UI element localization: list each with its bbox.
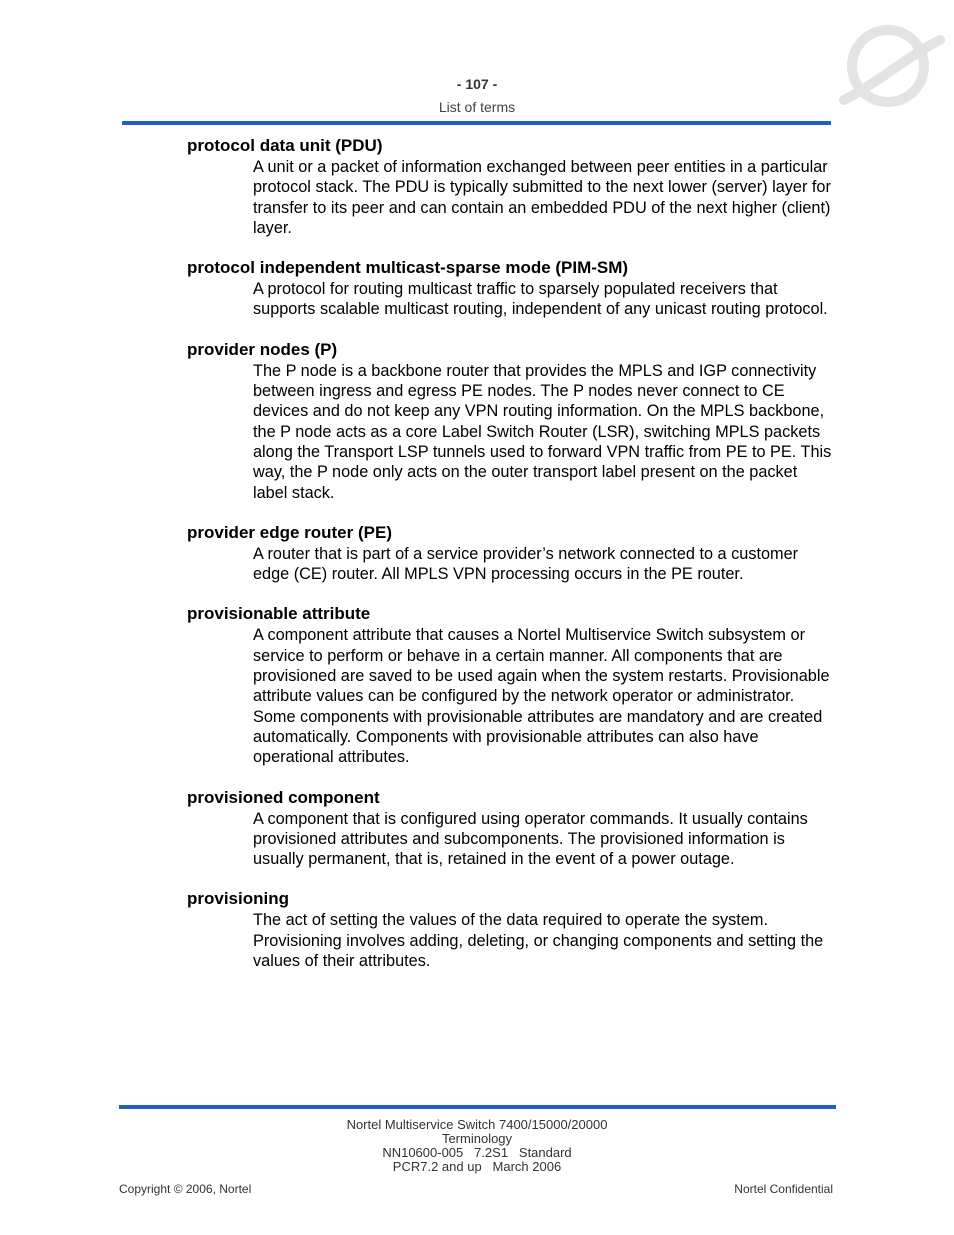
- term-definition: A protocol for routing multicast traffic to sparsely populated receivers that supports scalable multicast routing, independent of any unicast routing protocol.: [253, 280, 828, 319]
- footer-release: PCR7.2 and up March 2006: [392, 1159, 562, 1174]
- term-heading: provisioning: [187, 889, 289, 909]
- page-header: [0, 75, 954, 115]
- term-definition: A component attribute that causes a Nortel Multiservice Switch subsystem or service to perform or behave in a certain manner. All components that are provisioned are saved to be used again when the system restarts. Provisionable attribute values can be configured by the network operator or administrator. Some components with provisionable attributes are mandatory and are created automatically. Components with provisionable attributes can also have operational attributes.: [253, 626, 830, 767]
- nortel-globe-logo: [836, 14, 946, 114]
- footer-product: Nortel Multiservice Switch 7400/15000/20000: [346, 1117, 608, 1132]
- glossary-entry: [187, 603, 837, 767]
- glossary-entry: [187, 888, 837, 971]
- term-definition: The P node is a backbone router that provides the MPLS and IGP connectivity between ingress and egress PE nodes. The P nodes never connect to CE devices and do not keep any VPN routing information. On the MPLS backbone, the P node acts as a core Label Switch Router (LSR), switching MPLS packets along the Transport LSP tunnels used to forward VPN traffic from PE to PE. This way, the P node only acts on the outer transport label present on the packet label stack.: [253, 361, 832, 502]
- term-definition: The act of setting the values of the data required to operate the system. Provisioning involves adding, deleting, or changing components and setting the values of their attributes.: [253, 911, 824, 971]
- footer-rule: [119, 1105, 836, 1109]
- term-heading: protocol data unit (PDU): [187, 136, 383, 155]
- term-definition: A component that is configured using operator commands. It usually contains provisioned attributes and subcomponents. The provisioned information is usually permanent, that is, retained in the event of a power outage.: [253, 809, 808, 869]
- term-definition: A router that is part of a service provider’s network connected to a customer edge (CE) router. All MPLS VPN processing occurs in the PE router.: [253, 544, 799, 584]
- footer-doc-title: Terminology: [441, 1131, 513, 1146]
- header-rule: [122, 121, 831, 125]
- confidential-label: Nortel Confidential: [734, 1182, 833, 1196]
- term-heading: provider nodes (P): [187, 339, 338, 359]
- copyright-notice: Copyright © 2006, Nortel: [119, 1182, 252, 1196]
- glossary-entry: [187, 522, 837, 585]
- page-number: - 107 -: [456, 76, 498, 92]
- glossary-entry: [187, 787, 837, 870]
- term-heading: provisioned component: [187, 787, 380, 807]
- term-heading: provider edge router (PE): [187, 522, 392, 542]
- glossary-entry: [187, 135, 837, 238]
- term-heading: provisionable attribute: [187, 604, 371, 624]
- term-heading: protocol independent multicast-sparse mode (PIM-SM): [187, 258, 629, 278]
- footer-doc-number: NN10600-005 7.2S1 Standard: [382, 1145, 572, 1160]
- glossary-list: [187, 135, 837, 990]
- page-footer: [0, 1118, 954, 1174]
- section-title: List of terms: [438, 99, 516, 115]
- glossary-entry: [187, 257, 837, 320]
- glossary-entry: [187, 339, 837, 503]
- term-definition: A unit or a packet of information exchanged between peer entities in a particular protocol stack. The PDU is typically submitted to the next lower (server) layer for transfer to its peer and can contain an embedded PDU of the next higher (client) layer.: [253, 158, 831, 237]
